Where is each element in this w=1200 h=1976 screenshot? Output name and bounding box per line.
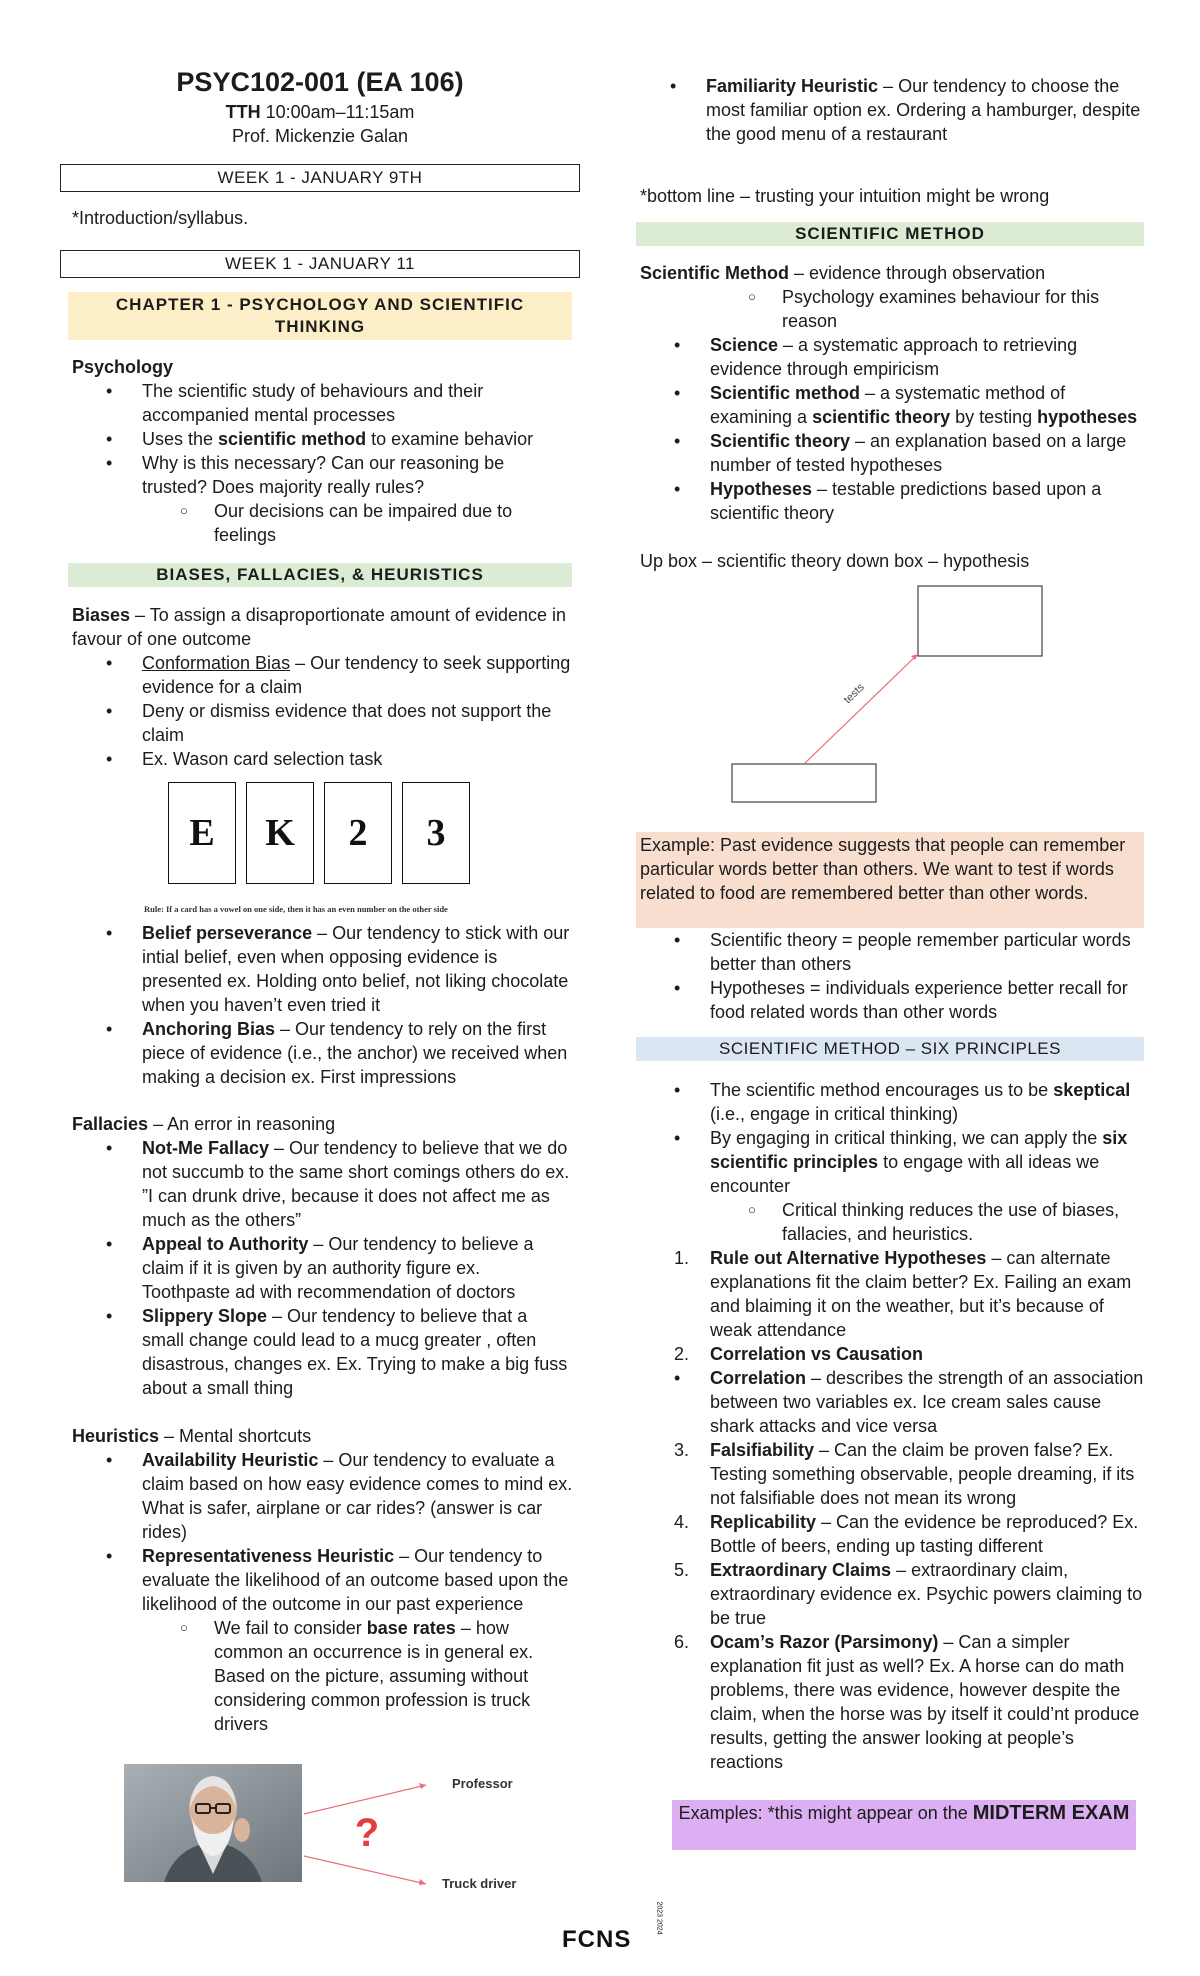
psychology-heading: Psychology: [72, 357, 174, 377]
scientific-method-definition: Scientific Method – evidence through observation: [640, 263, 1046, 283]
tests-label: tests: [841, 681, 867, 707]
arrow-head-professor: [419, 1783, 426, 1789]
principles-intro-list: [640, 1078, 1148, 1246]
principle-item: 4. Replicability – Can the evidence be reproduced? Ex. Bottle of beers, ending up tasting different: [674, 1512, 1139, 1556]
theory-hypothesis-diagram: [728, 580, 1048, 810]
wason-card: K: [246, 782, 314, 884]
arrow-to-professor: [304, 1785, 426, 1814]
list-item: • The scientific method encourages us to be skeptical (i.e., engage in critical thinking): [640, 1078, 1148, 1126]
list-item: • Why is this necessary? Can our reasoning be trusted? Does majority really rules?: [72, 451, 572, 499]
tests-arrow: [804, 654, 918, 764]
list-item: • Slippery Slope – Our tendency to believe that a small change could lead to a mucg greater , often disastrous, changes ex. Ex. Trying to make a big fuss about a small thing: [72, 1304, 572, 1400]
list-item: • Representativeness Heuristic – Our tendency to evaluate the likelihood of an outcome based upon the likelihood of the outcome in our past experience: [72, 1544, 576, 1616]
biases-list-2: [72, 921, 572, 1089]
list-item: • Scientific theory = people remember particular words better than others: [640, 928, 1148, 976]
principles-list: [640, 1246, 1148, 1774]
list-item: • Conformation Bias – Our tendency to seek supporting evidence for a claim: [72, 651, 572, 699]
principle-item: 5. Extraordinary Claims – extraordinary claim, extraordinary evidence ex. Psychic powers claiming to be true: [674, 1560, 1143, 1628]
scientific-method-banner: SCIENTIFIC METHOD: [636, 222, 1144, 246]
question-mark: ?: [354, 1811, 380, 1855]
wason-card: 3: [402, 782, 470, 884]
example-box: Example: Past evidence suggests that people can remember particular words better than others. We want to test if words related to food are remembered better than other words.: [636, 832, 1144, 928]
list-item: • By engaging in critical thinking, we can apply the six scientific principles to engage with all ideas we encounter: [640, 1126, 1148, 1198]
course-title: PSYC102-001 (EA 106): [176, 67, 464, 97]
profession-figure: [124, 1764, 544, 1890]
midterm-box: Examples: *this might appear on the MIDTERM EXAM: [672, 1800, 1136, 1850]
list-item: • Science – a systematic approach to retrieving evidence through empiricism: [640, 333, 1148, 381]
scientific-list: [640, 285, 1148, 525]
principle-item: 6. Ocam’s Razor (Parsimony) – Can a simpler explanation fit just as well? Ex. A horse can do math problems, there was evidence, however despite the claim, when the horse was by itself it could’nt produce results, getting the answer looking at people’s reactions: [674, 1632, 1140, 1772]
fcns-logo-year: 2023 2024: [655, 1901, 663, 1935]
principle-item: 3. Falsifiability – Can the claim be proven false? Ex. Testing something observable, people dreaming, if its not falsifiable does not mean its wrong: [674, 1440, 1135, 1508]
list-item: • Ex. Wason card selection task: [72, 747, 572, 771]
list-item: • Hypotheses = individuals experience better recall for food related words than other words: [640, 976, 1148, 1024]
week1-jan11-box: WEEK 1 - JANUARY 11: [60, 250, 580, 278]
six-principles-banner: SCIENTIFIC METHOD – SIX PRINCIPLES: [636, 1037, 1144, 1061]
list-item: • Not-Me Fallacy – Our tendency to believe that we do not succumb to the same short comings others do ex. ”I can drunk drive, because it does not affect me as much as the others”: [72, 1136, 572, 1232]
week1-jan9-box: WEEK 1 - JANUARY 9TH: [60, 164, 580, 192]
list-item: • Hypotheses – testable predictions based upon a scientific theory: [640, 477, 1148, 525]
class-time: [60, 100, 580, 124]
list-item: • Appeal to Authority – Our tendency to believe a claim if it is given by an authority figure ex. Toothpaste ad with recommendation of doctors: [72, 1232, 572, 1304]
list-item: ○ Critical thinking reduces the use of biases, fallacies, and heuristics.: [640, 1198, 1148, 1246]
class-days: TTH: [225, 102, 261, 122]
arrow-to-truck-driver: [304, 1856, 426, 1884]
class-hours: 10:00am–11:15am: [260, 102, 415, 122]
list-item: ○ We fail to consider base rates – how common an occurrence is in general ex. Based on the picture, assuming without considering common profession is truck drivers: [72, 1616, 576, 1736]
list-item: • Uses the scientific method to examine behavior: [72, 427, 572, 451]
list-item: • Familiarity Heuristic – Our tendency to choose the most familiar option ex. Ordering a hamburger, despite the good menu of a restaurant: [636, 74, 1144, 146]
principle-item: • Correlation – describes the strength of an association between two variables ex. Ice cream sales cause shark attacks and vice versa: [674, 1368, 1144, 1436]
principle-item: 1. Rule out Alternative Hypotheses – can alternate explanations fit the claim better? Ex. Failing an exam and blaiming it on the weather, but it’s because of weak attendance: [674, 1248, 1132, 1340]
week1-note: *Introduction/syllabus.: [72, 208, 249, 228]
professor-label: Professor: [452, 1776, 513, 1791]
list-item: • The scientific study of behaviours and their accompanied mental processes: [72, 379, 572, 427]
wason-card: 2: [324, 782, 392, 884]
hypothesis-box: [732, 764, 876, 802]
man-photo: [124, 1764, 302, 1882]
professor-name: Prof. Mickenzie Galan: [231, 126, 409, 146]
wason-card-figure: [144, 782, 470, 914]
list-item: • Anchoring Bias – Our tendency to rely on the first piece of evidence (i.e., the anchor) we received when making a decision ex. First impressions: [72, 1017, 572, 1089]
list-item: • Scientific method – a systematic method of examining a scientific theory by testing hypotheses: [640, 381, 1148, 429]
list-item: • Scientific theory – an explanation based on a large number of tested hypotheses: [640, 429, 1148, 477]
arrow-head-truck: [419, 1879, 426, 1885]
box-legend: Up box – scientific theory down box – hypothesis: [640, 551, 1030, 571]
fcns-logo: FCNS: [562, 1926, 632, 1953]
list-item: • Availability Heuristic – Our tendency to evaluate a claim based on how easy evidence comes to mind ex. What is safer, airplane or car rides? (answer is car rides): [72, 1448, 576, 1544]
theory-box: [918, 586, 1042, 656]
familiarity-list: [636, 74, 1144, 146]
psychology-list: [72, 379, 572, 547]
chapter1-banner: CHAPTER 1 - PSYCHOLOGY AND SCIENTIFIC THINKING: [68, 292, 572, 340]
truck-driver-label: Truck driver: [442, 1876, 517, 1890]
fallacies-list: [72, 1136, 572, 1400]
wason-card: E: [168, 782, 236, 884]
biases-list: [72, 651, 572, 771]
biases-banner: BIASES, FALLACIES, & HEURISTICS: [68, 563, 572, 587]
heuristics-list: [72, 1448, 576, 1736]
list-item: • Deny or dismiss evidence that does not support the claim: [72, 699, 572, 747]
list-item: ○ Our decisions can be impaired due to feelings: [72, 499, 572, 547]
list-item: ○ Psychology examines behaviour for this reason: [640, 285, 1148, 333]
fallacies-definition: Fallacies – An error in reasoning: [72, 1114, 336, 1134]
example-list: [640, 928, 1148, 1024]
heuristics-definition: Heuristics – Mental shortcuts: [72, 1426, 312, 1446]
bottom-line: *bottom line – trusting your intuition might be wrong: [640, 186, 1050, 206]
principle-item: 2. Correlation vs Causation: [674, 1344, 924, 1364]
list-item: • Belief perseverance – Our tendency to stick with our intial belief, even when opposing evidence is presented ex. Holding onto belief, not liking chocolate when you haven’t even tried it: [72, 921, 572, 1017]
biases-definition: Biases – To assign a disaproportionate amount of evidence in favour of one outcome: [72, 605, 567, 649]
wason-rule: Rule: If a card has a vowel on one side, then it has an even number on the other side: [144, 904, 448, 914]
